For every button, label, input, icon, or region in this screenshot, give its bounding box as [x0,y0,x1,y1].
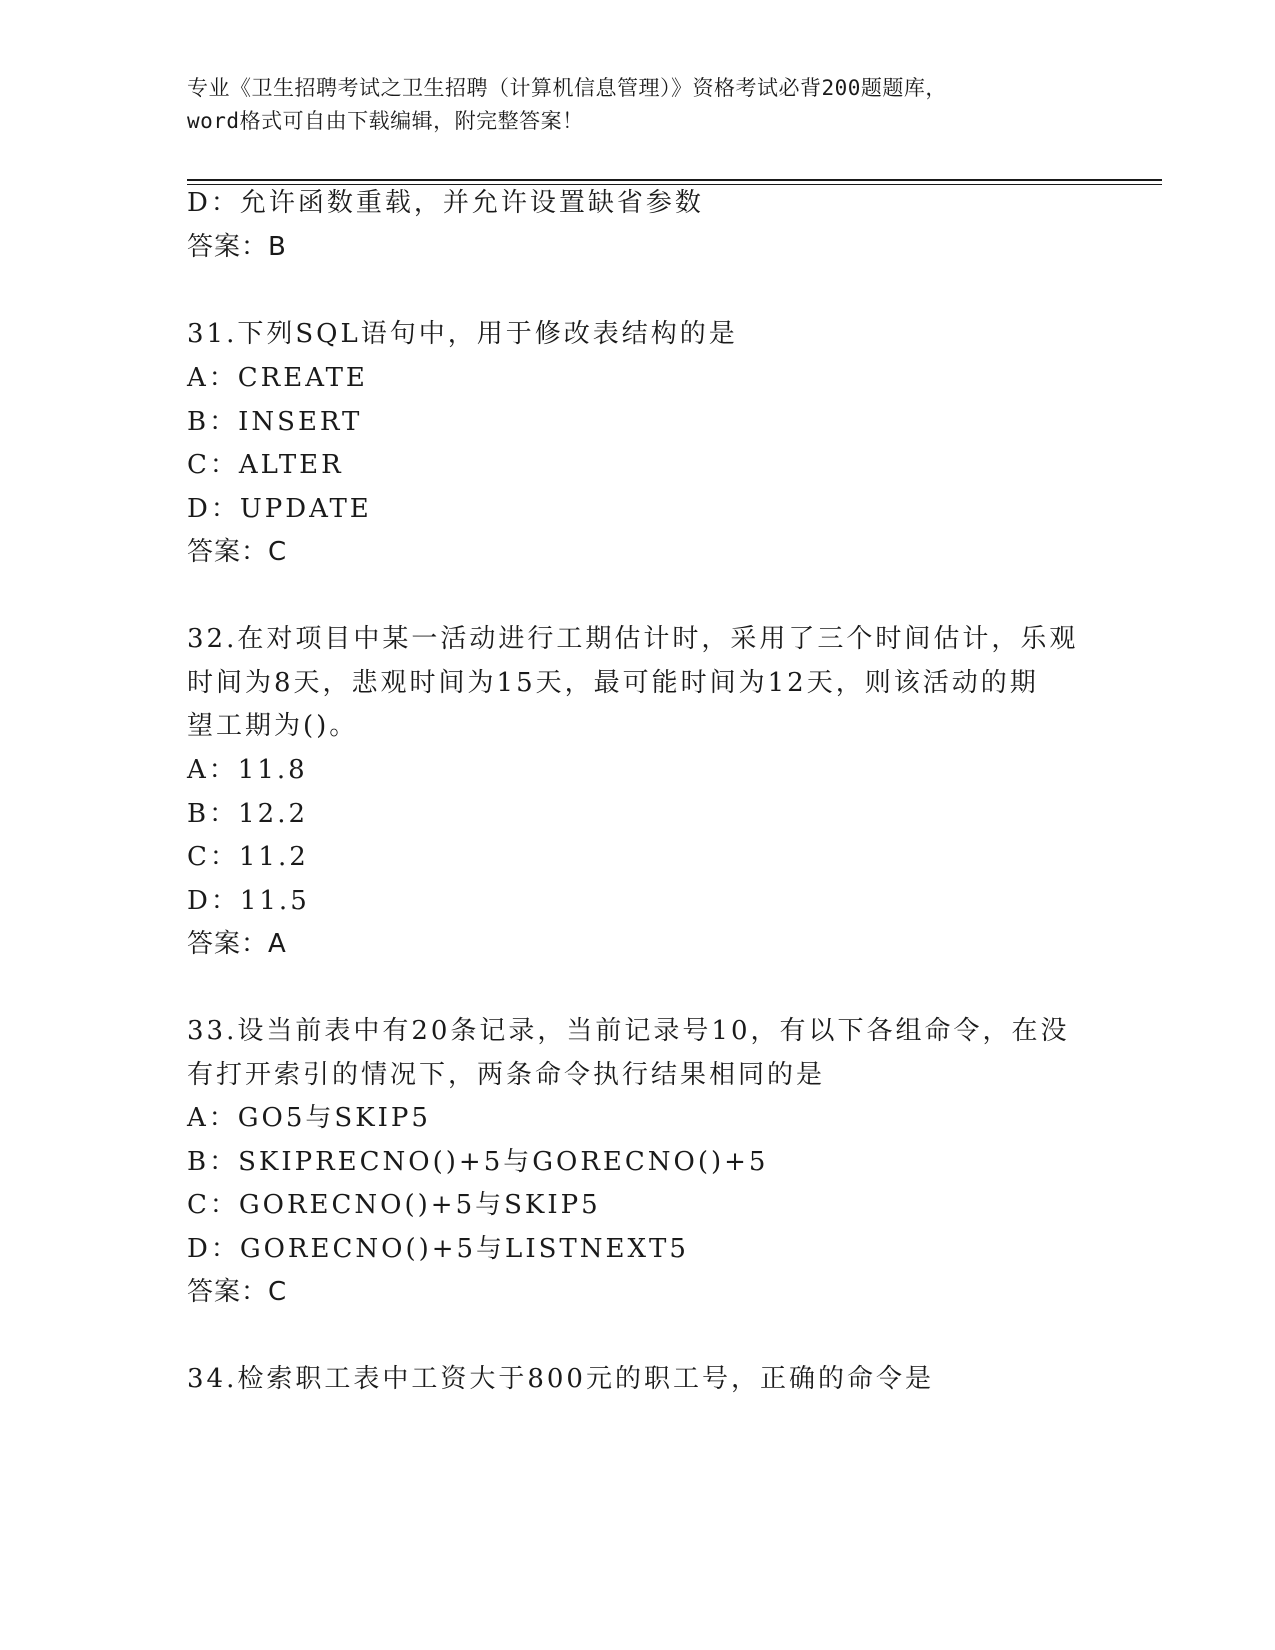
q33-stem-line-1: 33.设当前表中有20条记录，当前记录号10，有以下各组命令，在没 [187,1016,1070,1046]
q34-stem: 34.检索职工表中工资大于800元的职工号，正确的命令是 [187,1364,934,1394]
header-line-1: 专业《卫生招聘考试之卫生招聘（计算机信息管理）》资格考试必背200题题库， [187,76,947,100]
q32-stem-line-2: 时间为8天，悲观时间为15天，最可能时间为12天，则该活动的期 [187,668,1039,698]
q31-option-b: B：INSERT [187,407,363,437]
q31-option-c: C：ALTER [187,450,344,480]
q32-stem-line-3: 望工期为()。 [187,711,359,741]
q32-option-b: B：12.2 [187,799,308,829]
q31-option-a: A：CREATE [187,363,368,393]
prev-option-d: D：允许函数重载，并允许设置缺省参数 [187,188,704,218]
q33-answer: 答案：C [187,1277,288,1307]
q33-option-b: B：SKIPRECNO()+5与GORECNO()+5 [187,1147,769,1177]
q31-stem: 31.下列SQL语句中，用于修改表结构的是 [187,319,738,349]
q32-stem-line-1: 32.在对项目中某一活动进行工期估计时，采用了三个时间估计，乐观 [187,624,1079,654]
header-line-2: word格式可自由下载编辑，附完整答案！ [187,109,584,133]
document-header [187,72,1087,138]
q31-option-d: D：UPDATE [187,494,372,524]
q33-stem-line-2: 有打开索引的情况下，两条命令执行结果相同的是 [187,1060,826,1090]
prev-answer: 答案：B [187,232,287,262]
q33-option-d: D：GORECNO()+5与LISTNEXT5 [187,1234,689,1264]
q32-answer: 答案：A [187,929,287,959]
q32-option-a: A：11.8 [187,755,308,785]
q31-answer: 答案：C [187,537,288,567]
q33-option-a: A：GO5与SKIP5 [187,1103,431,1133]
header-divider-thin [187,184,1162,185]
header-divider-thick [187,179,1162,181]
q32-option-c: C：11.2 [187,842,309,872]
q32-option-d: D：11.5 [187,886,310,916]
q33-option-c: C：GORECNO()+5与SKIP5 [187,1190,601,1220]
